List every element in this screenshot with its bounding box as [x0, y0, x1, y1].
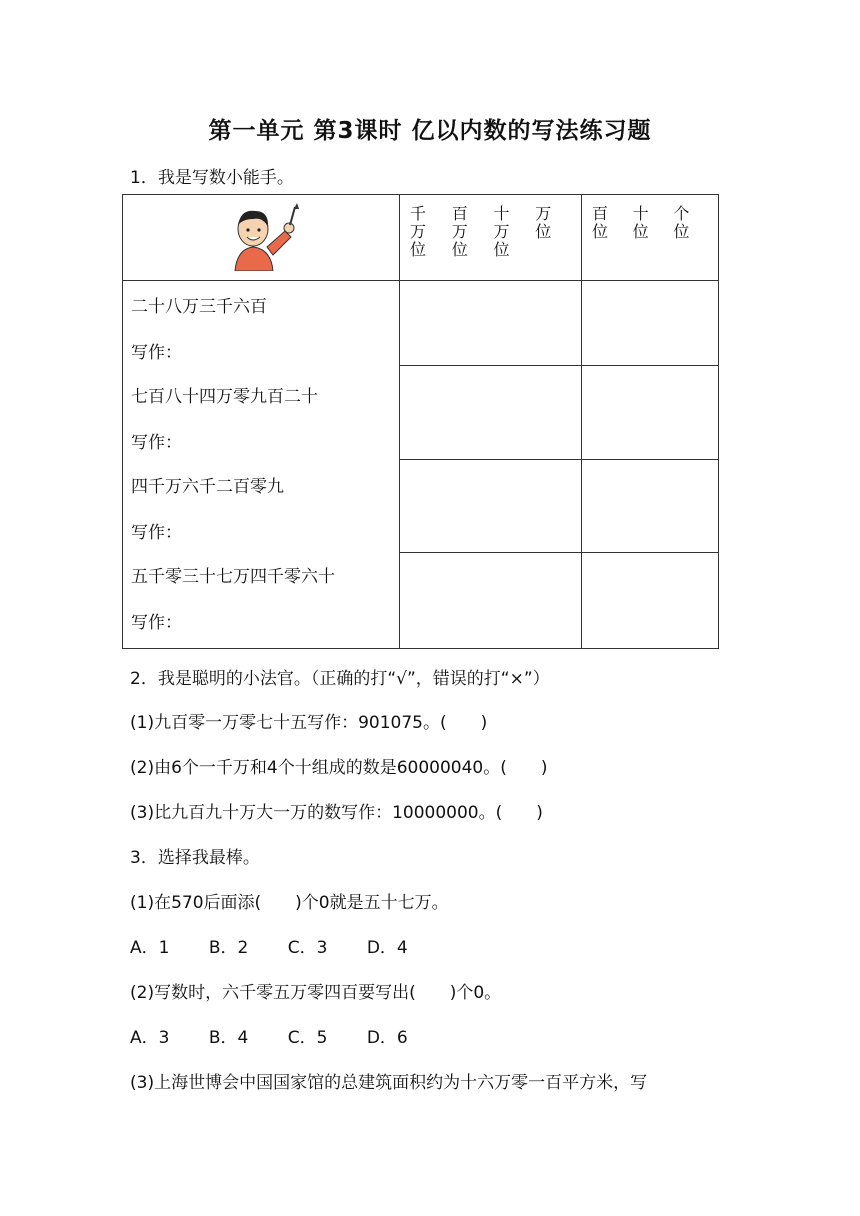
illustration-cell — [123, 195, 400, 281]
item-1-write: 写作： — [131, 343, 182, 363]
item-1-text: 二十八万三千六百 — [131, 297, 267, 317]
answer-cell-2-high[interactable] — [400, 366, 582, 460]
number-items-cell — [123, 281, 400, 649]
q2-item-2: (2)由6个一千万和4个十组成的数是60000040。( ) — [130, 758, 548, 778]
page-title: 第一单元 第3课时 亿以内数的写法练习题 — [208, 118, 652, 144]
place-group-low — [582, 195, 719, 281]
q3-heading: 3．选择我最棒。 — [130, 848, 260, 868]
answer-cell-2-low[interactable] — [582, 366, 719, 460]
item-3-text: 四千万六千二百零九 — [131, 477, 284, 497]
place-group-high — [400, 195, 582, 281]
answer-cell-1-high[interactable] — [400, 281, 582, 366]
q2-item-3: (3)比九百九十万大一万的数写作：10000000。( ) — [130, 803, 543, 823]
item-4-text: 五千零三十七万四千零六十 — [131, 567, 335, 587]
q3-problem-1: (1)在570后面添( )个0就是五十七万。 — [130, 893, 449, 913]
answer-cell-4-high[interactable] — [400, 553, 582, 649]
answer-cell-4-low[interactable] — [582, 553, 719, 649]
place-label-hundred-thousands: 十 万 位 — [493, 204, 510, 259]
boy-with-brush-illustration — [215, 201, 307, 271]
item-2-text: 七百八十四万零九百二十 — [131, 387, 318, 407]
q3-options-2: A．3 B．4 C．5 D．6 — [130, 1028, 408, 1048]
answer-cell-3-low[interactable] — [582, 460, 719, 553]
answer-cell-1-low[interactable] — [582, 281, 719, 366]
place-label-tens: 十 位 — [632, 204, 649, 241]
item-2-write: 写作： — [131, 433, 182, 453]
place-value-table — [122, 194, 719, 649]
answer-cell-3-high[interactable] — [400, 460, 582, 553]
q1-heading: 1．我是写数小能手。 — [130, 168, 294, 188]
place-label-ten-millions: 千 万 位 — [410, 204, 427, 259]
place-label-hundreds: 百 位 — [592, 204, 609, 241]
q2-item-1: (1)九百零一万零七十五写作：901075。( ) — [130, 713, 488, 733]
q3-options-1: A．1 B．2 C．3 D．4 — [130, 938, 408, 958]
place-label-millions: 百 万 位 — [451, 204, 468, 259]
q2-heading: 2．我是聪明的小法官。（正确的打“√”，错误的打“×”） — [130, 669, 550, 689]
item-3-write: 写作： — [131, 523, 182, 543]
q3-problem-3: (3)上海世博会中国国家馆的总建筑面积约为十六万零一百平方米，写 — [130, 1073, 648, 1093]
item-4-write: 写作： — [131, 613, 182, 633]
q3-problem-2: (2)写数时，六千零五万零四百要写出( )个0。 — [130, 983, 502, 1003]
place-label-ten-thousands: 万 位 — [535, 204, 552, 241]
place-label-ones: 个 位 — [673, 204, 690, 241]
